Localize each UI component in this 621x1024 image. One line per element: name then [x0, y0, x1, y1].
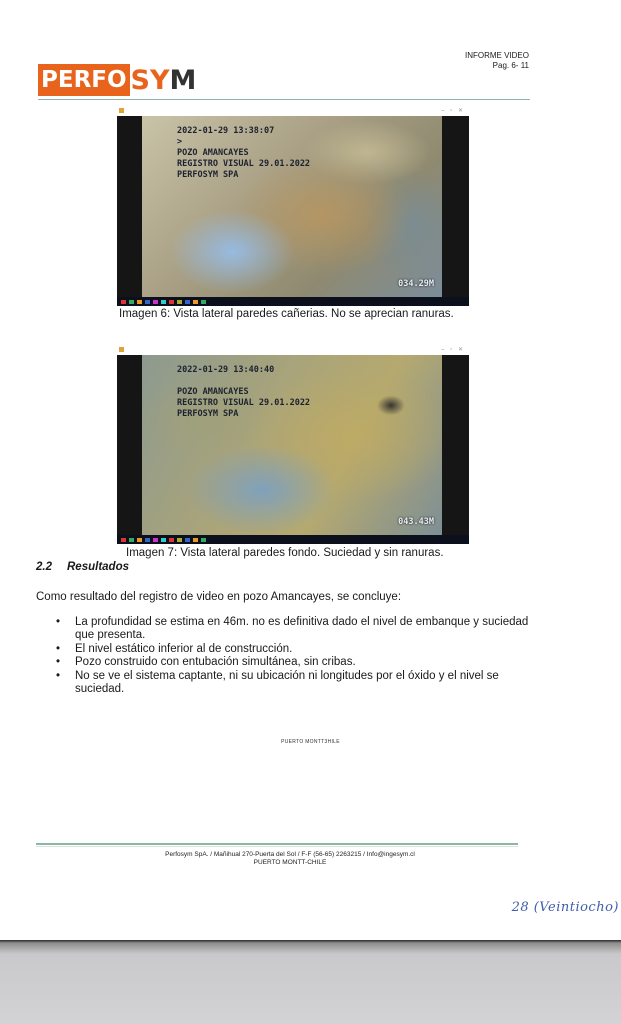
depth-readout-2: 043.43M — [398, 517, 434, 527]
section-intro: Como resultado del registro de video en pozo Amancayes, se concluye: — [36, 591, 402, 603]
list-item: • Pozo construido con entubación simultánea, sin cribas. — [56, 656, 556, 669]
page-number: Pag. 6- 11 — [492, 61, 529, 70]
footer-line-1: Perfosym SpA. / Mañihual 270-Puerta del Sol / F-F (56-65) 2263215 / Info@ingesym.cl — [165, 851, 415, 858]
video-still-1 — [142, 116, 442, 297]
window-controls-icon: – ▫ ✕ — [441, 347, 465, 353]
handwritten-page-count: 28 (Veintiocho) — [511, 900, 619, 915]
video-still-2 — [142, 355, 442, 535]
video-osd-2: 2022-01-29 13:40:40 POZO AMANCAYES REGISTRO VISUAL 29.01.2022 PERFOSYM SPA — [177, 365, 311, 419]
depth-readout-1: 034.29M — [398, 279, 434, 289]
taskbar-2 — [117, 535, 469, 544]
window-titlebar — [117, 345, 469, 355]
section-title: Resultados — [67, 561, 129, 573]
logo-sym-text — [130, 66, 197, 96]
section-heading — [36, 561, 129, 573]
video-frame-2 — [117, 345, 469, 544]
video-osd-1: 2022-01-29 13:38:07 > POZO AMANCAYES REGISTRO VISUAL 29.01.2022 PERFOSYM SPA — [177, 126, 311, 180]
window-titlebar — [117, 106, 469, 116]
footer-contact — [0, 851, 580, 867]
perfosym-logo — [38, 60, 196, 96]
footer-divider — [36, 843, 518, 845]
logo-perfo-text: PERFO — [38, 64, 130, 96]
window-icon — [119, 347, 124, 352]
caption-image-6: Imagen 6: Vista lateral paredes cañerias. No se aprecian ranuras. — [119, 308, 454, 320]
report-title: INFORME VIDEO — [464, 51, 529, 60]
section-number: 2.2 — [36, 561, 52, 573]
footer-divider-thin — [36, 846, 518, 847]
list-item: • El nivel estático inferior al de construcción. — [56, 643, 556, 656]
window-controls-icon: – ▫ ✕ — [441, 108, 465, 114]
list-item: • No se ve el sistema captante, ni su ubicación ni longitudes por el óxido y el nivel se suciedad. — [56, 670, 535, 697]
window-icon — [119, 108, 124, 113]
footer-line-2: PUERTO MONTT-CHILE — [253, 859, 327, 866]
logo-sy: SY — [130, 65, 170, 96]
caption-image-7: Imagen 7: Vista lateral paredes fondo. Suciedad y sin ranuras. — [126, 547, 444, 559]
list-item: • La profundidad se estima en 46m. no es definitiva dado el nivel de embanque y suciedad que presenta. — [56, 616, 535, 643]
city-stamp: PUERTO MONTT3HILE — [281, 739, 340, 745]
results-list — [56, 616, 556, 696]
scan-bottom-edge — [0, 940, 621, 1024]
video-frame-1 — [117, 106, 469, 306]
logo-m: M — [169, 65, 197, 96]
header-divider — [38, 99, 530, 100]
header-info — [465, 51, 529, 71]
taskbar-1 — [117, 297, 469, 306]
